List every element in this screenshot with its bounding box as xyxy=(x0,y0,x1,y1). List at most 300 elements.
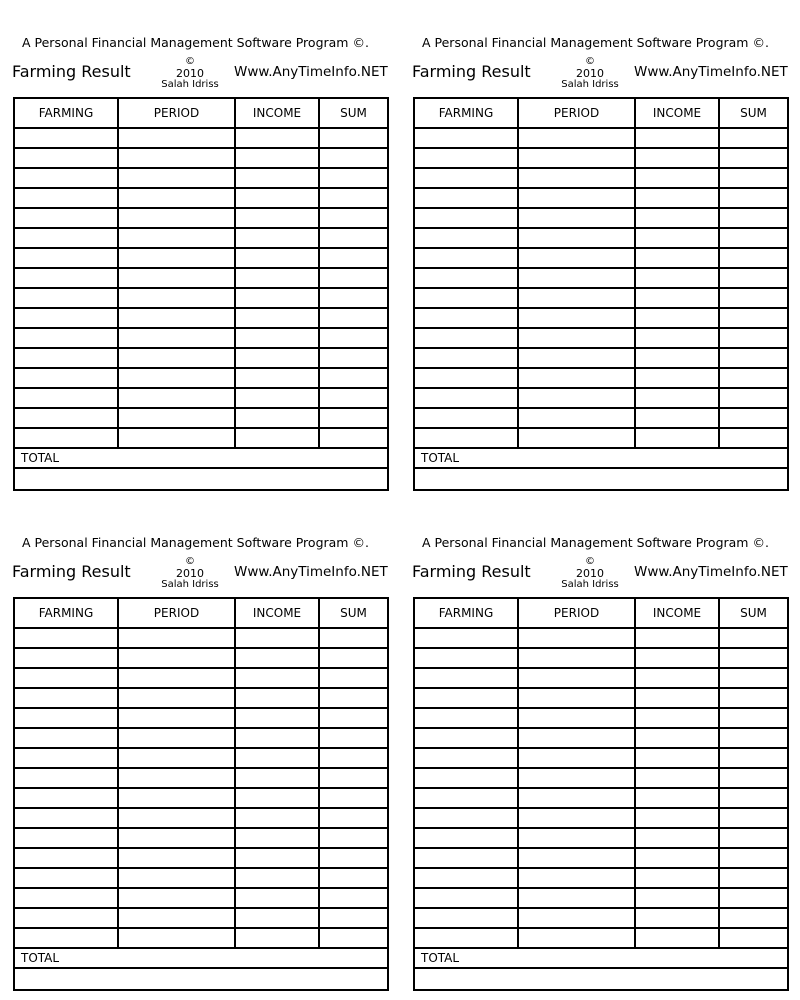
column-header-farming: FARMING xyxy=(415,99,519,129)
income-cell[interactable] xyxy=(636,909,720,929)
period-cell[interactable] xyxy=(119,249,236,269)
sum-cell[interactable] xyxy=(320,809,387,829)
period-cell[interactable] xyxy=(119,849,236,869)
income-cell[interactable] xyxy=(636,789,720,809)
copyright-author: Salah Idriss xyxy=(561,79,619,90)
table-grid xyxy=(415,99,787,449)
income-cell[interactable] xyxy=(636,709,720,729)
sum-cell[interactable] xyxy=(720,769,787,789)
period-cell[interactable] xyxy=(119,329,236,349)
column-header-sum: SUM xyxy=(320,99,387,129)
period-cell[interactable] xyxy=(519,269,636,289)
income-cell[interactable] xyxy=(636,769,720,789)
income-cell[interactable] xyxy=(236,829,320,849)
result-table xyxy=(413,97,789,491)
sum-cell[interactable] xyxy=(320,909,387,929)
period-cell[interactable] xyxy=(119,789,236,809)
form-top-right xyxy=(412,0,790,465)
income-cell[interactable] xyxy=(236,269,320,289)
period-cell[interactable] xyxy=(119,729,236,749)
period-cell[interactable] xyxy=(119,149,236,169)
sum-cell[interactable] xyxy=(320,269,387,289)
column-header-period: PERIOD xyxy=(519,99,636,129)
farming-cell[interactable] xyxy=(415,429,519,449)
sum-cell[interactable] xyxy=(320,709,387,729)
farming-cell[interactable] xyxy=(15,749,119,769)
form-bottom-right xyxy=(412,500,790,965)
farming-cell[interactable] xyxy=(415,229,519,249)
total-value-cell[interactable] xyxy=(15,969,387,989)
farming-cell[interactable] xyxy=(415,789,519,809)
period-cell[interactable] xyxy=(119,169,236,189)
income-cell[interactable] xyxy=(636,229,720,249)
farming-cell[interactable] xyxy=(15,909,119,929)
income-cell[interactable] xyxy=(236,729,320,749)
income-cell[interactable] xyxy=(236,709,320,729)
sum-cell[interactable] xyxy=(720,329,787,349)
period-cell[interactable] xyxy=(519,689,636,709)
farming-cell[interactable] xyxy=(15,769,119,789)
income-cell[interactable] xyxy=(236,229,320,249)
sum-cell[interactable] xyxy=(720,849,787,869)
period-cell[interactable] xyxy=(119,749,236,769)
income-cell[interactable] xyxy=(636,289,720,309)
period-cell[interactable] xyxy=(119,889,236,909)
farming-cell[interactable] xyxy=(415,849,519,869)
form-top-left xyxy=(12,0,390,465)
sum-cell[interactable] xyxy=(720,409,787,429)
total-label: TOTAL xyxy=(15,449,387,469)
sum-cell[interactable] xyxy=(720,789,787,809)
sum-cell[interactable] xyxy=(320,869,387,889)
income-cell[interactable] xyxy=(636,889,720,909)
farming-cell[interactable] xyxy=(15,849,119,869)
income-cell[interactable] xyxy=(636,649,720,669)
column-header-farming: FARMING xyxy=(15,599,119,629)
sum-cell[interactable] xyxy=(320,849,387,869)
farming-cell[interactable] xyxy=(415,749,519,769)
income-cell[interactable] xyxy=(236,129,320,149)
column-header-sum: SUM xyxy=(720,599,787,629)
sum-cell[interactable] xyxy=(320,129,387,149)
income-cell[interactable] xyxy=(236,429,320,449)
sum-cell[interactable] xyxy=(320,349,387,369)
income-cell[interactable] xyxy=(236,189,320,209)
column-header-farming: FARMING xyxy=(415,599,519,629)
sum-cell[interactable] xyxy=(720,209,787,229)
period-cell[interactable] xyxy=(119,429,236,449)
website-link[interactable]: Www.AnyTimeInfo.NET xyxy=(634,564,788,580)
table-grid xyxy=(15,599,387,949)
website-link[interactable]: Www.AnyTimeInfo.NET xyxy=(634,64,788,80)
copyright-year: 2010 xyxy=(176,66,204,80)
column-header-farming: FARMING xyxy=(15,99,119,129)
farming-cell[interactable] xyxy=(15,229,119,249)
income-cell[interactable] xyxy=(236,889,320,909)
income-cell[interactable] xyxy=(236,389,320,409)
sum-cell[interactable] xyxy=(720,709,787,729)
income-cell[interactable] xyxy=(236,689,320,709)
farming-cell[interactable] xyxy=(15,289,119,309)
farming-cell[interactable] xyxy=(15,369,119,389)
farming-cell[interactable] xyxy=(15,629,119,649)
sum-cell[interactable] xyxy=(720,309,787,329)
period-cell[interactable] xyxy=(519,849,636,869)
farming-cell[interactable] xyxy=(15,269,119,289)
farming-cell[interactable] xyxy=(15,329,119,349)
period-cell[interactable] xyxy=(119,629,236,649)
income-cell[interactable] xyxy=(636,929,720,949)
sum-cell[interactable] xyxy=(720,929,787,949)
table-grid xyxy=(15,99,387,449)
period-cell[interactable] xyxy=(119,129,236,149)
period-cell[interactable] xyxy=(519,309,636,329)
income-cell[interactable] xyxy=(636,209,720,229)
period-cell[interactable] xyxy=(519,909,636,929)
farming-cell[interactable] xyxy=(415,309,519,329)
sum-cell[interactable] xyxy=(720,429,787,449)
income-cell[interactable] xyxy=(636,169,720,189)
copyright-block xyxy=(152,556,228,591)
farming-cell[interactable] xyxy=(415,709,519,729)
farming-cell[interactable] xyxy=(415,269,519,289)
farming-cell[interactable] xyxy=(15,389,119,409)
period-cell[interactable] xyxy=(119,829,236,849)
sum-cell[interactable] xyxy=(720,169,787,189)
period-cell[interactable] xyxy=(519,789,636,809)
period-cell[interactable] xyxy=(519,209,636,229)
column-header-income: INCOME xyxy=(236,599,320,629)
website-link[interactable]: Www.AnyTimeInfo.NET xyxy=(234,64,388,80)
sum-cell[interactable] xyxy=(320,389,387,409)
sum-cell[interactable] xyxy=(720,809,787,829)
farming-cell[interactable] xyxy=(415,209,519,229)
period-cell[interactable] xyxy=(519,749,636,769)
income-cell[interactable] xyxy=(636,629,720,649)
sum-cell[interactable] xyxy=(320,149,387,169)
period-cell[interactable] xyxy=(519,349,636,369)
farming-cell[interactable] xyxy=(415,169,519,189)
period-cell[interactable] xyxy=(519,869,636,889)
total-label: TOTAL xyxy=(415,949,787,969)
income-cell[interactable] xyxy=(636,329,720,349)
income-cell[interactable] xyxy=(636,729,720,749)
farming-cell[interactable] xyxy=(15,209,119,229)
income-cell[interactable] xyxy=(636,129,720,149)
income-cell[interactable] xyxy=(236,369,320,389)
sum-cell[interactable] xyxy=(320,209,387,229)
income-cell[interactable] xyxy=(636,809,720,829)
farming-cell[interactable] xyxy=(415,809,519,829)
farming-cell[interactable] xyxy=(15,729,119,749)
period-cell[interactable] xyxy=(119,209,236,229)
sum-cell[interactable] xyxy=(720,249,787,269)
period-cell[interactable] xyxy=(519,249,636,269)
farming-cell[interactable] xyxy=(15,789,119,809)
period-cell[interactable] xyxy=(119,689,236,709)
software-tagline: A Personal Financial Management Software Program ©. xyxy=(22,35,369,50)
sum-cell[interactable] xyxy=(720,669,787,689)
income-cell[interactable] xyxy=(636,869,720,889)
sum-cell[interactable] xyxy=(720,729,787,749)
period-cell[interactable] xyxy=(119,869,236,889)
sum-cell[interactable] xyxy=(320,649,387,669)
sum-cell[interactable] xyxy=(320,229,387,249)
farming-cell[interactable] xyxy=(15,869,119,889)
sum-cell[interactable] xyxy=(320,629,387,649)
farming-cell[interactable] xyxy=(415,349,519,369)
total-value-cell[interactable] xyxy=(415,469,787,489)
farming-cell[interactable] xyxy=(415,249,519,269)
farming-cell[interactable] xyxy=(415,869,519,889)
sum-cell[interactable] xyxy=(720,829,787,849)
form-bottom-left xyxy=(12,500,390,965)
period-cell[interactable] xyxy=(119,349,236,369)
farming-cell[interactable] xyxy=(415,189,519,209)
copyright-symbol: © xyxy=(585,556,595,567)
income-cell[interactable] xyxy=(236,869,320,889)
period-cell[interactable] xyxy=(519,409,636,429)
form-title: Farming Result xyxy=(12,562,131,581)
income-cell[interactable] xyxy=(236,669,320,689)
period-cell[interactable] xyxy=(519,369,636,389)
farming-cell[interactable] xyxy=(15,649,119,669)
sum-cell[interactable] xyxy=(320,889,387,909)
farming-cell[interactable] xyxy=(415,729,519,749)
period-cell[interactable] xyxy=(119,389,236,409)
sum-cell[interactable] xyxy=(320,729,387,749)
sum-cell[interactable] xyxy=(320,309,387,329)
income-cell[interactable] xyxy=(236,309,320,329)
farming-cell[interactable] xyxy=(15,889,119,909)
sum-cell[interactable] xyxy=(720,629,787,649)
income-cell[interactable] xyxy=(236,929,320,949)
sum-cell[interactable] xyxy=(320,329,387,349)
column-header-sum: SUM xyxy=(320,599,387,629)
form-title: Farming Result xyxy=(412,62,531,81)
period-cell[interactable] xyxy=(519,289,636,309)
sum-cell[interactable] xyxy=(320,369,387,389)
farming-cell[interactable] xyxy=(15,669,119,689)
income-cell[interactable] xyxy=(236,809,320,829)
income-cell[interactable] xyxy=(636,189,720,209)
sum-cell[interactable] xyxy=(320,689,387,709)
period-cell[interactable] xyxy=(119,809,236,829)
sum-cell[interactable] xyxy=(720,649,787,669)
sum-cell[interactable] xyxy=(720,229,787,249)
farming-cell[interactable] xyxy=(415,289,519,309)
website-link[interactable]: Www.AnyTimeInfo.NET xyxy=(234,564,388,580)
income-cell[interactable] xyxy=(636,369,720,389)
sum-cell[interactable] xyxy=(720,909,787,929)
farming-cell[interactable] xyxy=(415,929,519,949)
income-cell[interactable] xyxy=(636,429,720,449)
income-cell[interactable] xyxy=(636,689,720,709)
sum-cell[interactable] xyxy=(320,409,387,429)
period-cell[interactable] xyxy=(519,169,636,189)
sum-cell[interactable] xyxy=(320,929,387,949)
income-cell[interactable] xyxy=(236,629,320,649)
period-cell[interactable] xyxy=(519,389,636,409)
income-cell[interactable] xyxy=(236,169,320,189)
period-cell[interactable] xyxy=(519,729,636,749)
period-cell[interactable] xyxy=(519,189,636,209)
income-cell[interactable] xyxy=(636,849,720,869)
farming-cell[interactable] xyxy=(415,889,519,909)
period-cell[interactable] xyxy=(519,429,636,449)
column-header-sum: SUM xyxy=(720,99,787,129)
income-cell[interactable] xyxy=(636,149,720,169)
period-cell[interactable] xyxy=(119,709,236,729)
income-cell[interactable] xyxy=(236,209,320,229)
farming-cell[interactable] xyxy=(415,329,519,349)
column-header-period: PERIOD xyxy=(519,599,636,629)
copyright-year: 2010 xyxy=(576,566,604,580)
period-cell[interactable] xyxy=(119,289,236,309)
income-cell[interactable] xyxy=(636,249,720,269)
sum-cell[interactable] xyxy=(320,769,387,789)
farming-cell[interactable] xyxy=(415,669,519,689)
income-cell[interactable] xyxy=(636,389,720,409)
column-header-income: INCOME xyxy=(236,99,320,129)
farming-cell[interactable] xyxy=(15,349,119,369)
result-table xyxy=(413,597,789,991)
period-cell[interactable] xyxy=(119,189,236,209)
sum-cell[interactable] xyxy=(320,789,387,809)
sum-cell[interactable] xyxy=(720,269,787,289)
form-title: Farming Result xyxy=(12,62,131,81)
period-cell[interactable] xyxy=(119,369,236,389)
income-cell[interactable] xyxy=(236,249,320,269)
period-cell[interactable] xyxy=(119,929,236,949)
income-cell[interactable] xyxy=(636,309,720,329)
period-cell[interactable] xyxy=(119,669,236,689)
period-cell[interactable] xyxy=(519,149,636,169)
period-cell[interactable] xyxy=(519,649,636,669)
farming-cell[interactable] xyxy=(415,829,519,849)
total-label: TOTAL xyxy=(15,949,387,969)
farming-cell[interactable] xyxy=(15,429,119,449)
sum-cell[interactable] xyxy=(320,249,387,269)
income-cell[interactable] xyxy=(636,829,720,849)
period-cell[interactable] xyxy=(519,329,636,349)
income-cell[interactable] xyxy=(636,669,720,689)
period-cell[interactable] xyxy=(519,809,636,829)
income-cell[interactable] xyxy=(236,789,320,809)
copyright-year: 2010 xyxy=(576,66,604,80)
income-cell[interactable] xyxy=(636,409,720,429)
farming-cell[interactable] xyxy=(415,769,519,789)
sum-cell[interactable] xyxy=(720,349,787,369)
sum-cell[interactable] xyxy=(720,869,787,889)
farming-cell[interactable] xyxy=(15,829,119,849)
income-cell[interactable] xyxy=(636,349,720,369)
sum-cell[interactable] xyxy=(320,289,387,309)
sum-cell[interactable] xyxy=(720,129,787,149)
sum-cell[interactable] xyxy=(320,169,387,189)
farming-cell[interactable] xyxy=(415,149,519,169)
sum-cell[interactable] xyxy=(320,669,387,689)
income-cell[interactable] xyxy=(236,409,320,429)
income-cell[interactable] xyxy=(236,289,320,309)
period-cell[interactable] xyxy=(119,409,236,429)
sum-cell[interactable] xyxy=(720,369,787,389)
farming-cell[interactable] xyxy=(15,149,119,169)
sum-cell[interactable] xyxy=(720,749,787,769)
farming-cell[interactable] xyxy=(15,809,119,829)
sum-cell[interactable] xyxy=(720,689,787,709)
period-cell[interactable] xyxy=(119,769,236,789)
period-cell[interactable] xyxy=(519,769,636,789)
sum-cell[interactable] xyxy=(320,829,387,849)
farming-cell[interactable] xyxy=(415,909,519,929)
income-cell[interactable] xyxy=(636,749,720,769)
income-cell[interactable] xyxy=(236,849,320,869)
period-cell[interactable] xyxy=(519,129,636,149)
period-cell[interactable] xyxy=(519,929,636,949)
farming-cell[interactable] xyxy=(15,929,119,949)
period-cell[interactable] xyxy=(519,709,636,729)
farming-cell[interactable] xyxy=(415,369,519,389)
sum-cell[interactable] xyxy=(320,189,387,209)
sum-cell[interactable] xyxy=(720,889,787,909)
farming-cell[interactable] xyxy=(15,409,119,429)
farming-cell[interactable] xyxy=(15,189,119,209)
income-cell[interactable] xyxy=(236,649,320,669)
farming-cell[interactable] xyxy=(15,309,119,329)
income-cell[interactable] xyxy=(236,149,320,169)
farming-cell[interactable] xyxy=(15,709,119,729)
farming-cell[interactable] xyxy=(15,249,119,269)
income-cell[interactable] xyxy=(236,749,320,769)
farming-cell[interactable] xyxy=(15,169,119,189)
farming-cell[interactable] xyxy=(415,409,519,429)
sum-cell[interactable] xyxy=(320,749,387,769)
period-cell[interactable] xyxy=(519,229,636,249)
sum-cell[interactable] xyxy=(720,289,787,309)
period-cell[interactable] xyxy=(119,649,236,669)
farming-cell[interactable] xyxy=(415,649,519,669)
income-cell[interactable] xyxy=(236,349,320,369)
farming-cell[interactable] xyxy=(415,629,519,649)
income-cell[interactable] xyxy=(236,909,320,929)
sum-cell[interactable] xyxy=(720,389,787,409)
period-cell[interactable] xyxy=(519,669,636,689)
period-cell[interactable] xyxy=(519,889,636,909)
farming-cell[interactable] xyxy=(415,129,519,149)
sum-cell[interactable] xyxy=(320,429,387,449)
farming-cell[interactable] xyxy=(415,689,519,709)
sum-cell[interactable] xyxy=(720,189,787,209)
copyright-author: Salah Idriss xyxy=(161,79,219,90)
income-cell[interactable] xyxy=(236,769,320,789)
period-cell[interactable] xyxy=(119,309,236,329)
copyright-author: Salah Idriss xyxy=(161,579,219,590)
sum-cell[interactable] xyxy=(720,149,787,169)
total-value-cell[interactable] xyxy=(15,469,387,489)
farming-cell[interactable] xyxy=(415,389,519,409)
farming-cell[interactable] xyxy=(15,129,119,149)
income-cell[interactable] xyxy=(236,329,320,349)
period-cell[interactable] xyxy=(119,269,236,289)
period-cell[interactable] xyxy=(519,829,636,849)
period-cell[interactable] xyxy=(119,909,236,929)
period-cell[interactable] xyxy=(119,229,236,249)
total-value-cell[interactable] xyxy=(415,969,787,989)
farming-cell[interactable] xyxy=(15,689,119,709)
income-cell[interactable] xyxy=(636,269,720,289)
period-cell[interactable] xyxy=(519,629,636,649)
